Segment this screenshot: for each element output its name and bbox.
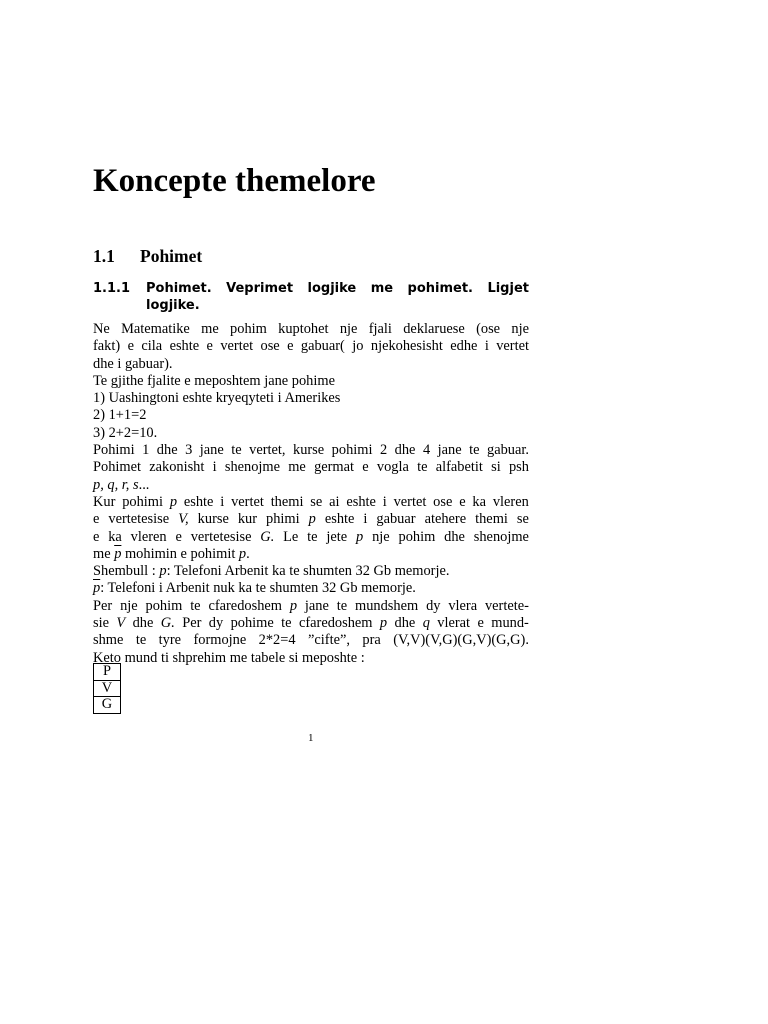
text-word: atehere (424, 511, 467, 528)
text-word: themi (475, 511, 508, 528)
text-word: Per (182, 615, 202, 632)
text-word: dhe (156, 442, 178, 459)
text-word: p (379, 615, 388, 632)
text-word: mund- (491, 615, 529, 632)
text-line (93, 442, 529, 459)
text-word: i (212, 459, 217, 476)
text-word: Matematike (121, 321, 190, 337)
text-word: edhe (450, 338, 478, 355)
body-paragraph (93, 321, 529, 667)
text-word: Per (93, 597, 113, 614)
text-word: vertet, (249, 442, 286, 459)
text-word: vlerat (437, 615, 471, 632)
text-word: p (308, 511, 316, 528)
text-word: gabuar( (300, 338, 345, 355)
text-word: i (363, 511, 368, 528)
text-word: jane (437, 442, 462, 459)
text-word: jane (199, 442, 224, 459)
text-word: gabuar. (487, 442, 529, 459)
chapter-title: Koncepte themelore (93, 163, 376, 199)
text-line: Shembull : p: Telefoni Arbenit ka te shumten 32 Gb memorje. (93, 563, 450, 580)
subsection-title-word: pohimet. (407, 281, 473, 296)
text-word: fakt) (93, 338, 121, 355)
text-word: te (190, 597, 201, 614)
text-word: vertet (220, 338, 254, 355)
text-word: G. (260, 528, 275, 545)
table-row (94, 697, 121, 714)
text-word: jete (326, 528, 348, 545)
text-word: alfabetit (435, 459, 483, 476)
text-line: p, q, r, s... (93, 476, 150, 493)
text-word: eshte (169, 338, 200, 355)
text-word: shenojme (224, 459, 280, 476)
text-line (93, 615, 529, 632)
text-word: te (469, 442, 480, 459)
text-word: jane (304, 597, 329, 614)
text-word: i (382, 493, 387, 510)
section-number: 1.1 (93, 246, 115, 266)
text-word: te (281, 615, 292, 632)
subsection-title-line-2: logjike. (146, 298, 200, 313)
text-word: me (288, 459, 306, 476)
table-row (94, 680, 121, 697)
text-word: te (336, 597, 348, 614)
text-line (93, 529, 529, 546)
section-title: Pohimet (140, 246, 203, 266)
text-word: ai (329, 493, 340, 510)
text-word: ka (108, 528, 122, 545)
text-word: 1 (142, 442, 150, 459)
text-word: p (169, 493, 178, 510)
text-word: nje (339, 321, 358, 337)
text-word: nje (372, 528, 390, 545)
text-word: pohimi (122, 493, 163, 510)
text-word: e (477, 615, 484, 632)
subsection-title-word: me (370, 281, 394, 296)
text-line: 3) 2+2=10. (93, 424, 158, 441)
subsection-title-word: logjike (307, 281, 357, 296)
text-word: eshte (183, 493, 214, 510)
text-line (93, 511, 529, 528)
text-word: sie (93, 615, 109, 632)
text-word: dy (426, 597, 441, 614)
truth-table (93, 663, 121, 714)
text-word: deklaruese (403, 321, 465, 337)
text-word: cfaredoshem (208, 597, 282, 614)
text-word: zakonisht (149, 459, 205, 476)
text-line (93, 459, 529, 476)
text-word: i (220, 493, 225, 510)
text-word: dhe (394, 442, 416, 459)
text-word: V (116, 615, 126, 632)
text-line (93, 598, 529, 615)
table-row (94, 664, 121, 681)
text-word: gabuar (376, 511, 416, 528)
text-word: cila (141, 338, 163, 355)
table-header-cell: P (94, 664, 121, 681)
text-line: 2) 1+1=2 (93, 407, 147, 424)
text-word: cfaredoshem (298, 615, 373, 632)
table-cell: V (94, 680, 121, 697)
text-line (93, 632, 529, 649)
text-word: V, (178, 511, 189, 528)
text-word: ka (472, 493, 486, 510)
text-word: kurse (197, 511, 229, 528)
subsection-title-word: Ligjet (487, 281, 529, 296)
text-word: nje (120, 597, 138, 614)
text-word: p (289, 597, 298, 614)
text-word: eshte (346, 493, 376, 510)
text-word: pohim (398, 528, 436, 545)
text-word: eshte (324, 511, 355, 528)
text-word: Pohimet (93, 459, 141, 476)
text-word: (ose (476, 321, 501, 337)
text-word: jo (352, 338, 364, 355)
text-word: vlera (448, 597, 478, 614)
text-word: ose (433, 493, 453, 510)
text-word: pohim (145, 597, 183, 614)
text-word: dy (208, 615, 224, 632)
text-word: tyre (158, 632, 182, 649)
text-line: Te gjithe fjalite e meposhtem jane pohime (93, 372, 335, 389)
section-heading (93, 244, 202, 268)
document-page (93, 0, 529, 1024)
text-word: vogla (376, 459, 409, 476)
text-word: te (417, 459, 428, 476)
text-word: Pohimi (93, 442, 135, 459)
text-word: e (287, 338, 294, 355)
text-word: vertetesise (108, 511, 170, 528)
text-word: dhe (444, 528, 465, 545)
text-word: 2 (379, 442, 388, 459)
text-word: se (516, 511, 529, 528)
text-word: pohim (230, 321, 267, 337)
text-word: kuptohet (278, 321, 329, 337)
text-word: me (201, 321, 219, 337)
text-word: ose (260, 338, 280, 355)
subsection-number: 1.1.1 (93, 281, 131, 296)
text-word: mundshem (355, 597, 419, 614)
table-cell: G (94, 697, 121, 714)
text-word: q (422, 615, 430, 632)
text-word: dhe (132, 615, 154, 632)
text-word: vertet (231, 493, 264, 510)
text-word: vertet (496, 338, 529, 355)
text-line: 1) Uashingtoni eshte kryeqyteti i Amerikes (93, 390, 341, 407)
text-word: vertete- (484, 597, 529, 614)
text-line: dhe i gabuar). (93, 355, 173, 372)
text-word: germat (314, 459, 355, 476)
text-line (93, 494, 529, 511)
text-word: phimi (266, 511, 300, 528)
subsection-title-word: Pohimet. (146, 281, 212, 296)
text-word: vleren (130, 528, 167, 545)
text-word: vleren (492, 493, 529, 510)
text-word: pra (362, 632, 381, 649)
text-word: G. (160, 615, 175, 632)
text-word: psh (508, 459, 529, 476)
text-word: formojne (193, 632, 247, 649)
text-word: te (135, 632, 147, 649)
text-word: fjali (368, 321, 392, 337)
text-word: Ne (93, 321, 110, 337)
text-word: te (231, 442, 242, 459)
text-line: Keto mund ti shprehim me tabele si meposhte : (93, 649, 365, 666)
text-word: kur (237, 511, 258, 528)
text-word: e (93, 511, 100, 528)
text-word: i (484, 338, 489, 355)
text-word: vertet (393, 493, 427, 510)
text-word: pohimi (331, 442, 373, 459)
text-line: $\overline{p}$: Telefoni i Arbenit nuk ka te shumten 32 Gb memorje. (93, 580, 416, 597)
text-word: nje (511, 321, 529, 337)
text-word: pohime (230, 615, 274, 632)
text-word: shenojme (473, 528, 529, 545)
text-word: e (127, 338, 134, 355)
text-word: e (362, 459, 369, 476)
text-word: se (310, 493, 323, 510)
page-number: 1 (308, 732, 314, 744)
text-line (93, 321, 529, 338)
text-word: kurse (293, 442, 325, 459)
text-line: me $\overline{p}$ mohimin e pohimit p. (93, 545, 250, 562)
text-word: njekohesisht (370, 338, 443, 355)
text-line (93, 338, 529, 355)
text-word: p (356, 528, 364, 545)
text-word: e (93, 528, 100, 545)
text-word: 3 (185, 442, 193, 459)
subsection-title-line-1 (146, 280, 529, 297)
text-word: e (459, 493, 466, 510)
text-word: shme (93, 632, 124, 649)
text-word: te (307, 528, 318, 545)
text-word: themi (270, 493, 304, 510)
text-word: dhe (394, 615, 416, 632)
text-word: (V,V)(V,G)(G,V)(G,G). (393, 632, 529, 649)
text-word: si (491, 459, 501, 476)
text-word: vertetesise (190, 528, 252, 545)
text-word: 2*2=4 (258, 632, 296, 649)
subsection-title-word: Veprimet (226, 281, 294, 296)
text-word: Kur (93, 493, 116, 510)
text-word: 4 (422, 442, 431, 459)
text-word: Le (283, 528, 299, 545)
text-word: e (206, 338, 213, 355)
text-word: ”cifte”, (308, 632, 350, 649)
text-word: e (175, 528, 182, 545)
